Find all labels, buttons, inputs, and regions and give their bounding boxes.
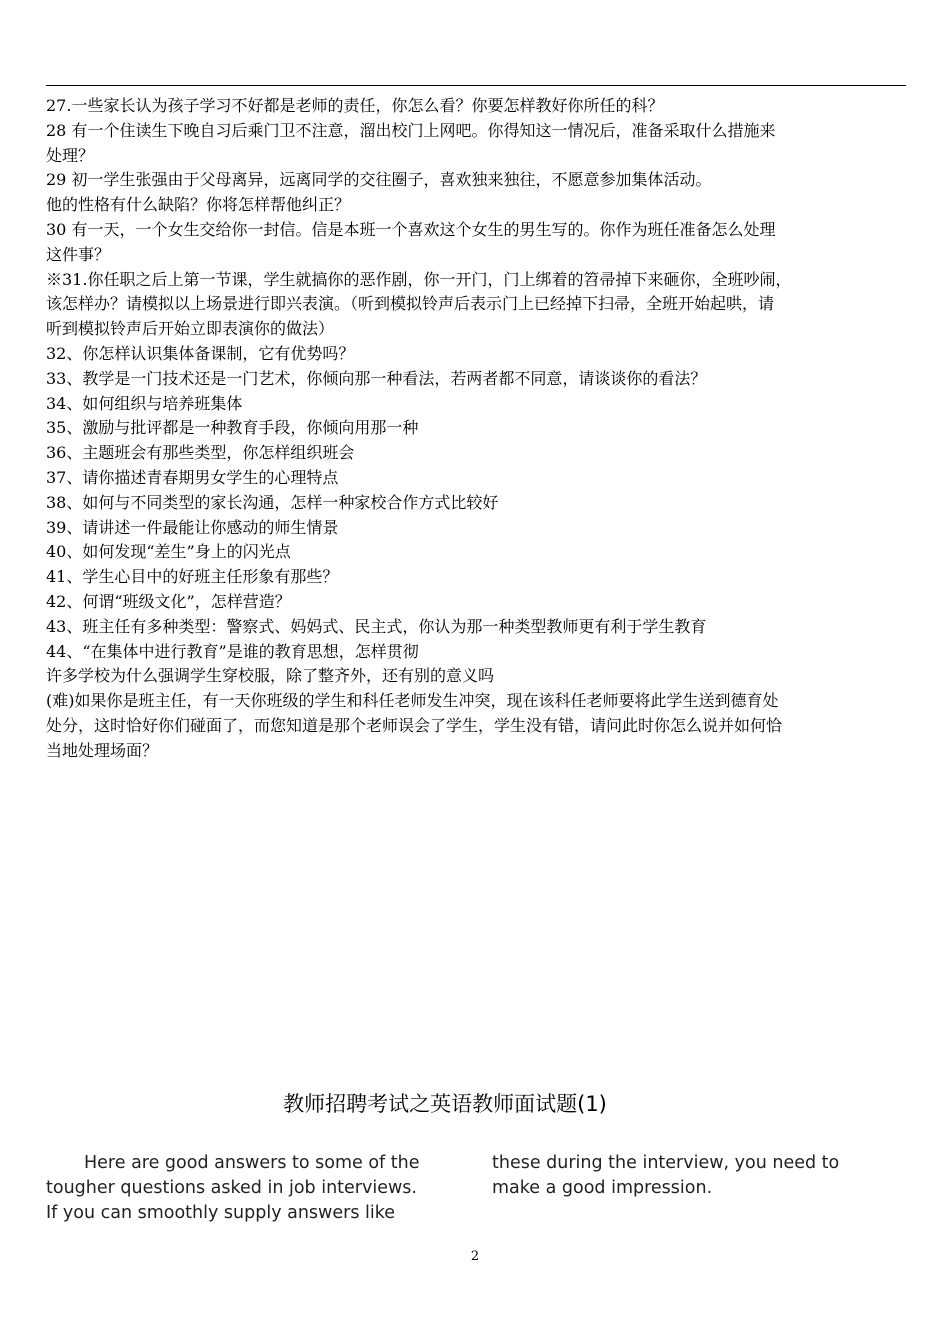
question-line: 40、如何发现“差生”身上的闪光点 — [46, 542, 291, 562]
english-line: Here are good answers to some of the — [84, 1153, 420, 1173]
question-line: 他的性格有什么缺陷？你将怎样帮他纠正？ — [46, 195, 351, 215]
question-line: 42、何谓“班级文化”，怎样营造？ — [46, 591, 291, 611]
question-line: 听到模拟铃声后开始立即表演你的做法） — [46, 319, 335, 339]
question-line: ※31.你任职之后上第一节课，学生就搞你的恶作剧，你一开门，门上绑着的笤帚掉下来砸你，全班吵闹， — [46, 269, 792, 289]
question-line: 44、“在集体中进行教育”是谁的教育思想，怎样贯彻 — [46, 641, 419, 661]
english-line: these during the interview, you need to — [492, 1153, 840, 1173]
question-line: 28 有一个住读生下晚自习后乘门卫不注意，溜出校门上网吧。你得知这一情况后，准备采取什么措施来 — [46, 120, 776, 140]
question-line: 当地处理场面？ — [46, 740, 159, 760]
question-line: 27.一些家长认为孩子学习不好都是老师的责任，你怎么看？你要怎样教好你所任的科？ — [46, 96, 664, 115]
question-line: 37、请你描述青春期男女学生的心理特点 — [46, 467, 339, 487]
question-line: 许多学校为什么强调学生穿校服，除了整齐外，还有别的意义吗 — [46, 666, 495, 686]
question-line: 43、班主任有多种类型：警察式、妈妈式、民主式，你认为那一种类型教师更有利于学生教育 — [46, 616, 707, 636]
question-line: 39、请讲述一件最能让你感动的师生情景 — [46, 517, 339, 537]
question-line: 41、学生心目中的好班主任形象有那些？ — [46, 567, 339, 587]
section-title: 教师招聘考试之英语教师面试题(1) — [283, 1092, 607, 1116]
page-number: 2 — [470, 1249, 480, 1264]
question-line: 33、教学是一门技术还是一门艺术，你倾向那一种看法，若两者都不同意，请谈谈你的看法？ — [46, 368, 707, 388]
question-line: 38、如何与不同类型的家长沟通，怎样一种家校合作方式比较好 — [46, 492, 499, 512]
question-line: 29 初一学生张强由于父母离异，远离同学的交往圈子，喜欢独来独往，不愿意参加集体活动。 — [46, 170, 712, 190]
question-line: 该怎样办？请模拟以上场景进行即兴表演。（听到模拟铃声后表示门上已经掉下扫帚，全班开始起哄，请 — [46, 294, 775, 314]
question-line: 这件事？ — [46, 244, 111, 264]
question-line: 34、如何组织与培养班集体 — [46, 393, 243, 413]
english-line: If you can smoothly supply answers like — [46, 1203, 396, 1223]
question-line: 处分，这时恰好你们碰面了，而您知道是那个老师误会了学生，学生没有错，请问此时你怎么说并如何恰 — [46, 715, 783, 735]
english-column-left — [46, 1151, 466, 1226]
english-line: make a good impression. — [492, 1178, 713, 1198]
question-line: 35、激励与批评都是一种教育手段，你倾向用那一种 — [46, 418, 419, 438]
header-rule — [46, 85, 906, 86]
question-line: 30 有一天，一个女生交给你一封信。信是本班一个喜欢这个女生的男生写的。你作为班任准备怎么处理 — [46, 219, 776, 239]
question-line: 36、主题班会有那些类型，你怎样组织班会 — [46, 443, 355, 463]
english-column-right — [492, 1151, 912, 1201]
english-line: tougher questions asked in job interviews. — [46, 1178, 417, 1198]
question-line: (难)如果你是班主任，有一天你班级的学生和科任老师发生冲突，现在该科任老师要将此学生送到德育处 — [46, 691, 779, 711]
question-line: 处理？ — [46, 145, 95, 165]
question-list — [46, 94, 908, 764]
question-line: 32、你怎样认识集体备课制，它有优势吗？ — [46, 343, 355, 363]
